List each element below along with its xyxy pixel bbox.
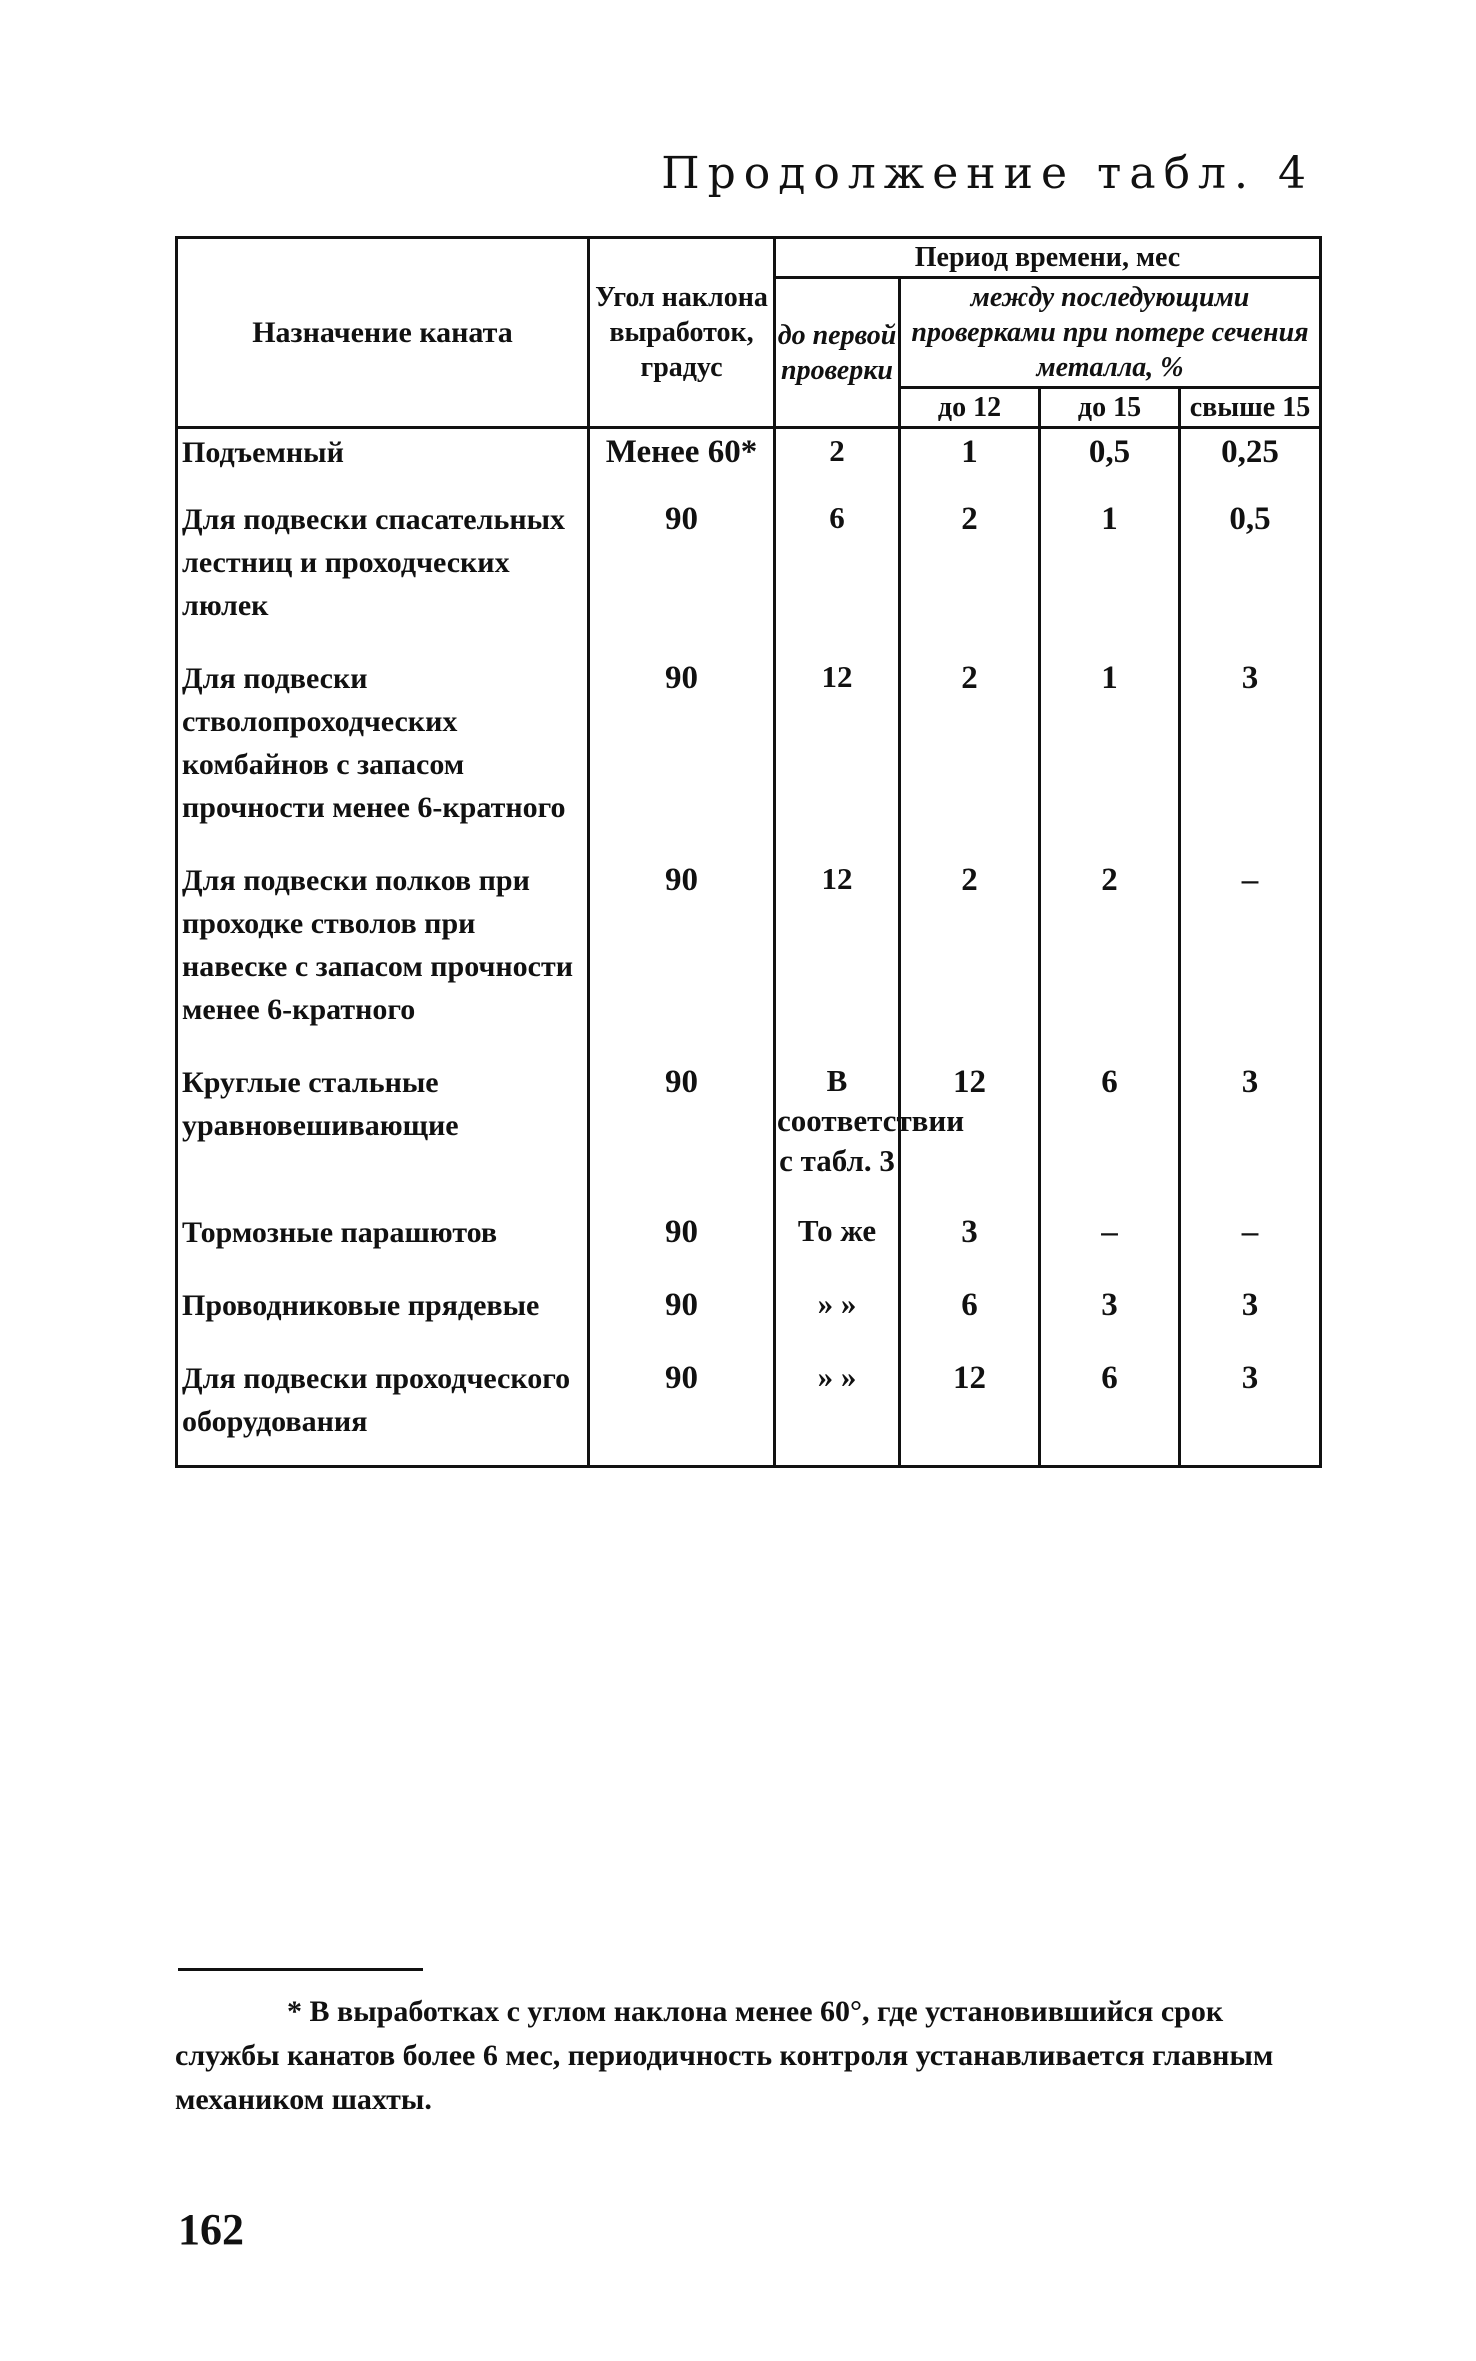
cell-first-check: То же (775, 1209, 900, 1282)
cell-upto-12: 3 (900, 1209, 1040, 1282)
cell-rope-purpose: Подъемный (177, 428, 589, 497)
header-period: Период времени, мес (775, 238, 1321, 278)
table-row (177, 496, 1321, 655)
cell-rope-purpose: Для подвески проходческого оборудования (177, 1355, 589, 1467)
cell-rope-purpose: Проводниковые прядевые (177, 1282, 589, 1355)
header-rope-purpose: Назначение каната (177, 238, 589, 428)
table-row (177, 857, 1321, 1059)
rope-inspection-table (175, 236, 1322, 1468)
cell-upto-15: 2 (1040, 857, 1180, 1059)
cell-upto-12: 12 (900, 1355, 1040, 1467)
cell-first-check: 12 (775, 655, 900, 857)
cell-upto-15: 1 (1040, 496, 1180, 655)
table-row (177, 1209, 1321, 1282)
cell-angle: Менее 60* (589, 428, 775, 497)
cell-upto-15: 0,5 (1040, 428, 1180, 497)
cell-rope-purpose: Для подвески спасательных лестниц и проходческих люлек (177, 496, 589, 655)
header-between-checks: между последующими проверками при потере сечения металла, % (900, 278, 1321, 388)
cell-upto-12: 1 (900, 428, 1040, 497)
header-angle: Угол наклона выработок, градус (589, 238, 775, 428)
cell-upto-15: 6 (1040, 1355, 1180, 1467)
page-number: 162 (178, 2205, 244, 2254)
table-row (177, 655, 1321, 857)
table-row (177, 428, 1321, 497)
cell-angle: 90 (589, 496, 775, 655)
cell-rope-purpose: Тормозные парашютов (177, 1209, 589, 1282)
cell-upto-12: 12 (900, 1059, 1040, 1209)
table-caption (661, 148, 1314, 199)
cell-upto-12: 2 (900, 496, 1040, 655)
cell-over-15: – (1180, 1209, 1321, 1282)
cell-over-15: 3 (1180, 655, 1321, 857)
cell-angle: 90 (589, 1355, 775, 1467)
header-upto-15: до 15 (1040, 388, 1180, 428)
cell-over-15: 3 (1180, 1355, 1321, 1467)
table-row (177, 1282, 1321, 1355)
cell-rope-purpose: Для подвески стволопроходческих комбайнов с запасом прочности менее 6-кратного (177, 655, 589, 857)
cell-first-check: » » (775, 1282, 900, 1355)
cell-upto-12: 2 (900, 857, 1040, 1059)
cell-first-check: 6 (775, 496, 900, 655)
caption-text: Продолжение табл. (661, 148, 1256, 199)
cell-first-check: 2 (775, 428, 900, 497)
footnote: * В выработках с углом наклона менее 60°, где установившийся срок службы канатов более 6 мес, периодичность контроля устанавливается главным механиком шахты. (175, 1995, 1274, 2116)
footnote-divider (178, 1968, 423, 1971)
caption-number: 4 (1278, 148, 1314, 199)
cell-over-15: 0,25 (1180, 428, 1321, 497)
cell-upto-15: – (1040, 1209, 1180, 1282)
cell-first-check: В соответствии с табл. 3 (775, 1059, 900, 1209)
cell-over-15: – (1180, 857, 1321, 1059)
cell-first-check: » » (775, 1355, 900, 1467)
header-upto-12: до 12 (900, 388, 1040, 428)
header-over-15: свыше 15 (1180, 388, 1321, 428)
cell-angle: 90 (589, 857, 775, 1059)
cell-upto-12: 2 (900, 655, 1040, 857)
cell-upto-15: 1 (1040, 655, 1180, 857)
cell-over-15: 3 (1180, 1282, 1321, 1355)
cell-angle: 90 (589, 1282, 775, 1355)
cell-over-15: 3 (1180, 1059, 1321, 1209)
cell-upto-15: 3 (1040, 1282, 1180, 1355)
cell-over-15: 0,5 (1180, 496, 1321, 655)
cell-first-check: 12 (775, 857, 900, 1059)
table-row (177, 1059, 1321, 1209)
cell-upto-12: 6 (900, 1282, 1040, 1355)
table-body (177, 428, 1321, 1467)
table-row (177, 1355, 1321, 1467)
table-header (177, 238, 1321, 428)
cell-angle: 90 (589, 1059, 775, 1209)
header-first-check: до первой проверки (775, 278, 900, 428)
cell-upto-15: 6 (1040, 1059, 1180, 1209)
cell-rope-purpose: Круглые стальные уравновешивающие (177, 1059, 589, 1209)
cell-angle: 90 (589, 1209, 775, 1282)
cell-angle: 90 (589, 655, 775, 857)
cell-rope-purpose: Для подвески полков при проходке стволов при навеске с запасом прочности менее 6-кратного (177, 857, 589, 1059)
